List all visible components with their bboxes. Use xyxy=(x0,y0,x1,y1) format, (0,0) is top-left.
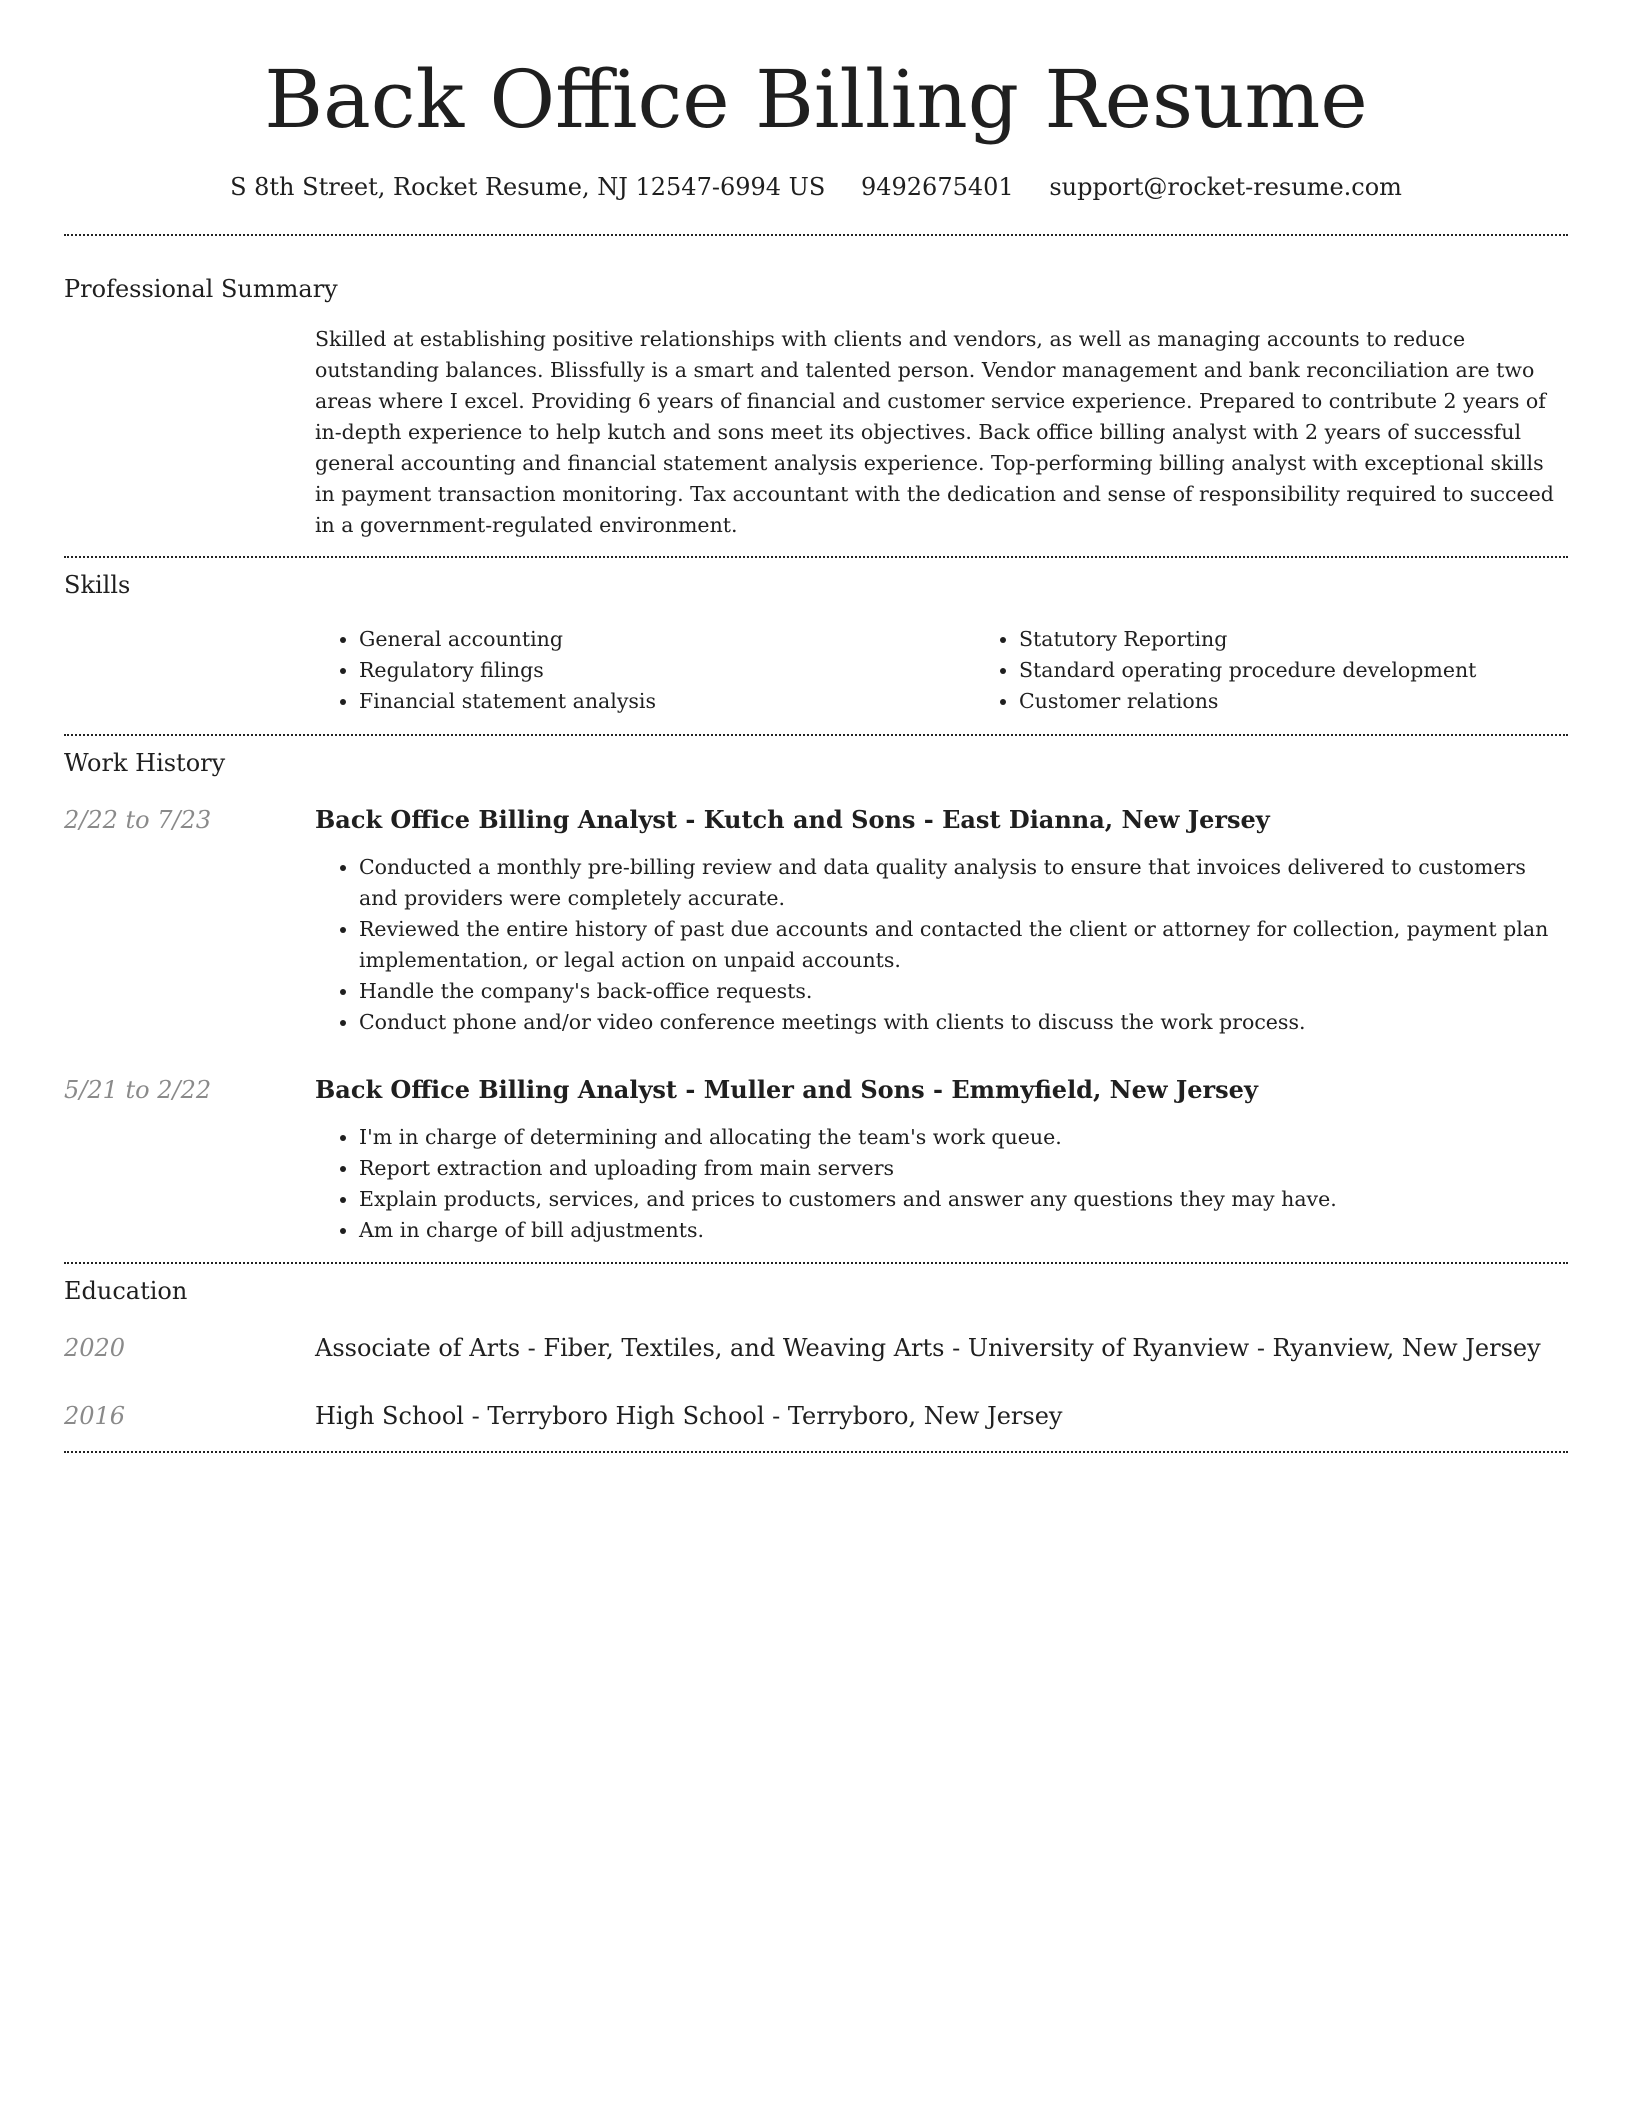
skill-item: • Customer relations xyxy=(1019,686,1632,717)
job-title: Back Office Billing Analyst - Muller and Sons - Emmyfield, New Jersey xyxy=(315,1075,1258,1104)
skills-heading: Skills xyxy=(64,571,131,599)
skills-row xyxy=(64,624,1568,717)
skills-grid xyxy=(315,624,1632,717)
summary-section xyxy=(64,274,1568,541)
education-year: 2016 xyxy=(64,1402,126,1430)
skill-item: • Statutory Reporting xyxy=(1019,624,1632,655)
job-entry xyxy=(64,805,1568,1038)
job-bullet: • Handle the company's back-office requests. xyxy=(359,976,1568,1007)
divider xyxy=(64,556,1568,558)
job-bullets xyxy=(315,1122,1568,1246)
education-text: High School - Terryboro High School - Terryboro, New Jersey xyxy=(315,1402,1063,1430)
email: support@rocket-resume.com xyxy=(1049,173,1402,201)
address: S 8th Street, Rocket Resume, NJ 12547-6994 US xyxy=(230,173,826,201)
job-bullet: • Explain products, services, and prices to customers and answer any questions they may have. xyxy=(359,1184,1568,1215)
job-bullet: • I'm in charge of determining and allocating the team's work queue. xyxy=(359,1122,1568,1153)
education-text: Associate of Arts - Fiber, Textiles, and Weaving Arts - University of Ryanview - Ryanview, New Jersey xyxy=(315,1334,1541,1362)
work-heading: Work History xyxy=(64,749,226,777)
skills-spacer xyxy=(64,624,315,717)
education-section xyxy=(64,1276,1568,1431)
skills-list-left xyxy=(315,624,975,717)
job-bullet: • Conducted a monthly pre-billing review and data quality analysis to ensure that invoices delivered to customers and providers were completely accurate. xyxy=(359,852,1568,914)
divider xyxy=(64,734,1568,736)
skill-item: • Regulatory filings xyxy=(359,655,975,686)
job-title: Back Office Billing Analyst - Kutch and Sons - East Dianna, New Jersey xyxy=(315,805,1270,834)
divider xyxy=(64,1262,1568,1264)
job-bullet: • Reviewed the entire history of past due accounts and contacted the client or attorney for collection, payment plan implementation, or legal action on unpaid accounts. xyxy=(359,914,1568,976)
education-year: 2020 xyxy=(64,1334,126,1362)
education-entry xyxy=(64,1401,1568,1431)
summary-row xyxy=(64,324,1568,541)
divider xyxy=(64,234,1568,236)
job-body xyxy=(315,805,1568,1038)
phone: 9492675401 xyxy=(860,173,1014,201)
work-section xyxy=(64,748,1568,1246)
job-bullets xyxy=(315,852,1568,1038)
summary-spacer xyxy=(64,324,315,541)
skill-item: • General accounting xyxy=(359,624,975,655)
skill-item: • Financial statement analysis xyxy=(359,686,975,717)
education-heading: Education xyxy=(64,1277,188,1305)
summary-body xyxy=(315,324,1568,541)
job-dates: 5/21 to 2/22 xyxy=(64,1076,212,1104)
job-entry xyxy=(64,1075,1568,1246)
skills-section xyxy=(64,570,1568,717)
divider xyxy=(64,1451,1568,1453)
skill-item: • Standard operating procedure development xyxy=(1019,655,1632,686)
skills-list-right xyxy=(975,624,1632,717)
education-entry xyxy=(64,1333,1568,1363)
summary-text: Skilled at establishing positive relationships with clients and vendors, as well as managing accounts to reduce outstanding balances. Blissfully is a smart and talented person. Vendor management and bank reconciliation are two areas where I excel. Providing 6 years of financial and customer service experience. Prepared to contribute 2 years of in-depth experience to help kutch and sons meet its objectives. Back office billing analyst with 2 years of successful general accounting and financial statement analysis experience. Top-performing billing analyst with exceptional skills in payment transaction monitoring. Tax accountant with the dedication and sense of responsibility required to succeed in a government-regulated environment. xyxy=(315,327,1554,537)
summary-heading: Professional Summary xyxy=(64,275,338,303)
contact-line xyxy=(64,172,1568,202)
job-bullet: • Conduct phone and/or video conference meetings with clients to discuss the work process. xyxy=(359,1007,1568,1038)
job-bullet: • Am in charge of bill adjustments. xyxy=(359,1215,1568,1246)
job-dates: 2/22 to 7/23 xyxy=(64,806,212,834)
job-body xyxy=(315,1075,1568,1246)
job-bullet: • Report extraction and uploading from main servers xyxy=(359,1153,1568,1184)
resume-title: Back Office Billing Resume xyxy=(264,53,1368,146)
